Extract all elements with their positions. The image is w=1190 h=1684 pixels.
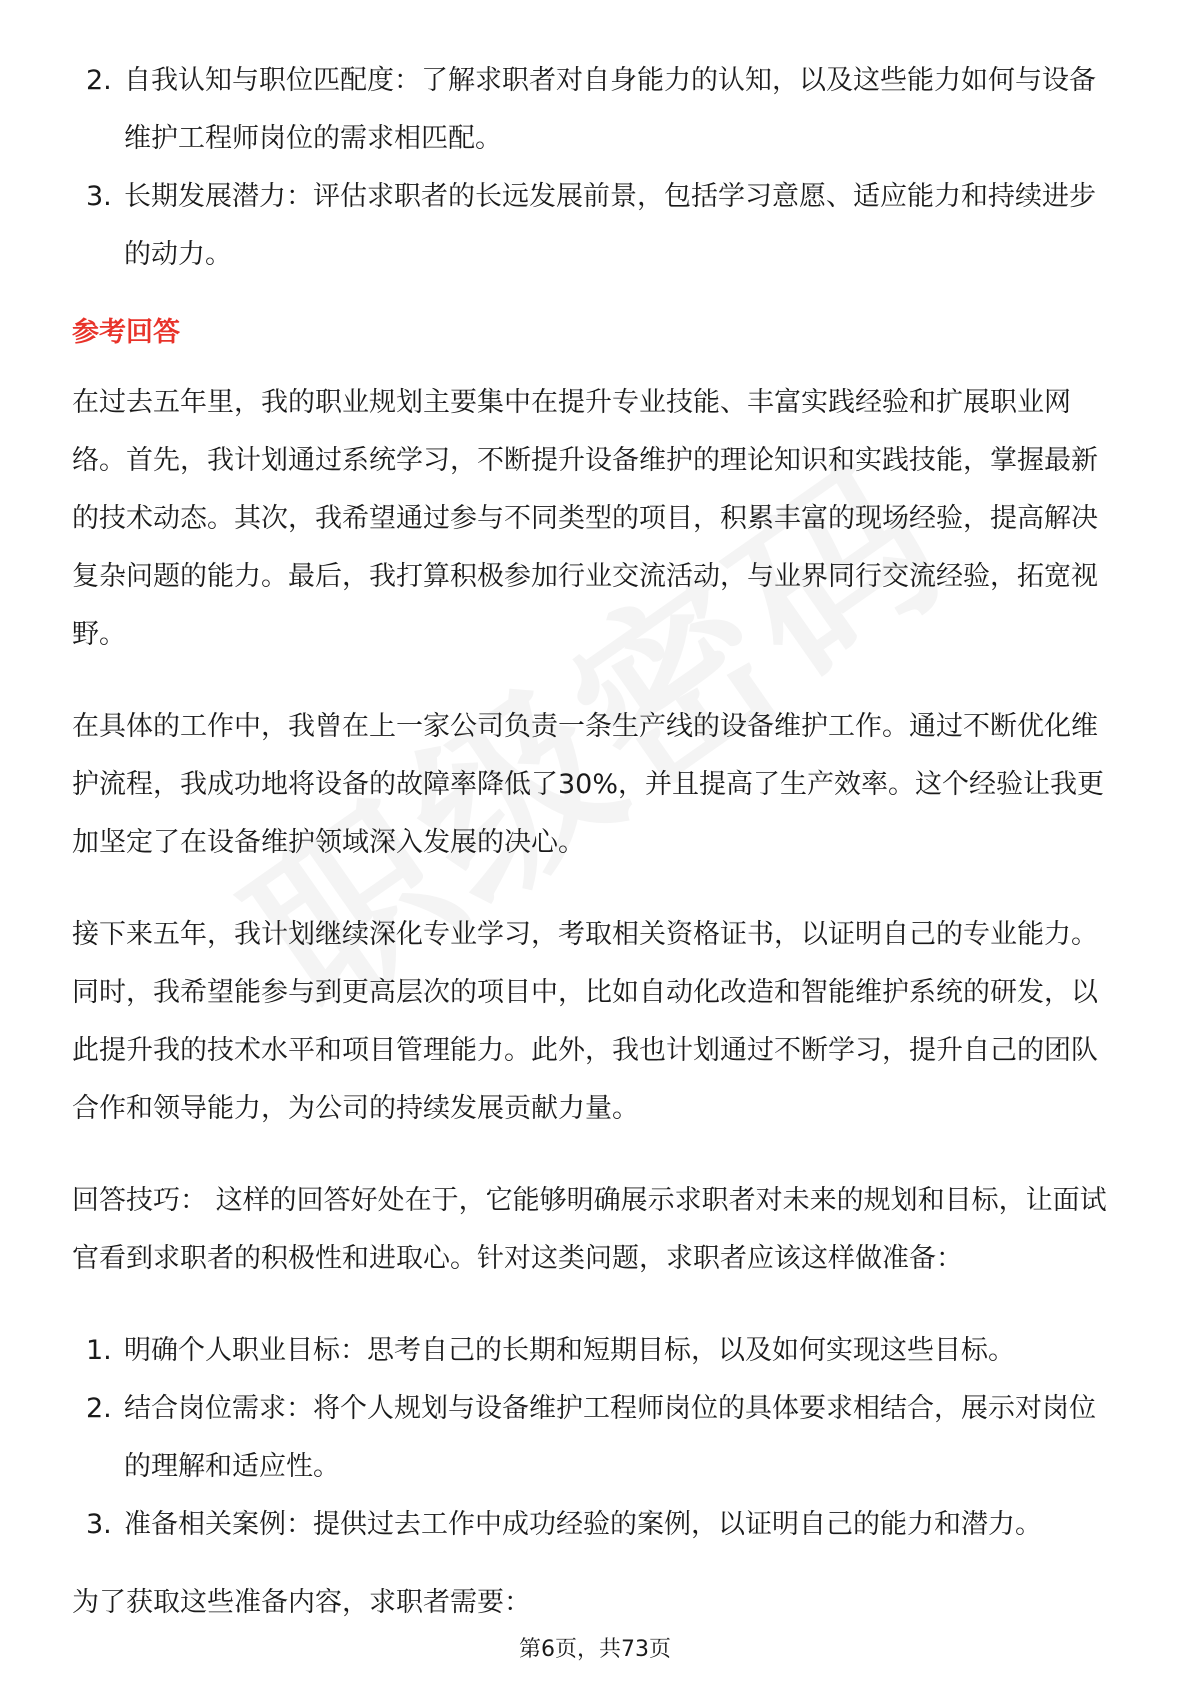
list-number: 2. <box>86 1393 112 1424</box>
section-heading: 参考回答 <box>72 317 180 348</box>
list-text: 明确个人职业目标：思考自己的长期和短期目标，以及如何实现这些目标。 <box>124 1335 1015 1366</box>
list-number: 3. <box>86 1509 112 1540</box>
answer-paragraph: 接下来五年，我计划继续深化专业学习，考取相关资格证书，以证明自己的专业能力。同时，我希望能参与到更高层次的项目中，比如自动化改造和智能维护系统的研发，以此提升我的技术水平和项目管理能力。此外，我也计划通过不断学习，提升自己的团队合作和领导能力，为公司的持续发展贡献力量。 <box>72 919 1098 1124</box>
list-item <box>72 52 1122 168</box>
list-text: 结合岗位需求：将个人规划与设备维护工程师岗位的具体要求相结合，展示对岗位的理解和适应性。 <box>124 1393 1096 1482</box>
answer-paragraph: 在具体的工作中，我曾在上一家公司负责一条生产线的设备维护工作。通过不断优化维护流程，我成功地将设备的故障率降低了30%，并且提高了生产效率。这个经验让我更加坚定了在设备维护领域深入发展的决心。 <box>72 711 1105 858</box>
closing-line: 为了获取这些准备内容，求职者需要： <box>72 1587 531 1618</box>
list-text: 长期发展潜力：评估求职者的长远发展前景，包括学习意愿、适应能力和持续进步的动力。 <box>124 181 1096 270</box>
list-item <box>72 1496 1122 1554</box>
document-body <box>72 52 1122 1632</box>
list-number: 1. <box>86 1335 112 1366</box>
list-item <box>72 1380 1122 1496</box>
list-item <box>72 1322 1122 1380</box>
list-text: 准备相关案例：提供过去工作中成功经验的案例，以证明自己的能力和潜力。 <box>124 1509 1042 1540</box>
answer-paragraph: 在过去五年里，我的职业规划主要集中在提升专业技能、丰富实践经验和扩展职业网络。首先，我计划通过系统学习，不断提升设备维护的理论知识和实践技能，掌握最新的技术动态。其次，我希望通过参与不同类型的项目，积累丰富的现场经验，提高解决复杂问题的能力。最后，我打算积极参加行业交流活动，与业界同行交流经验，拓宽视野。 <box>72 387 1098 650</box>
evaluation-points-list <box>72 52 1122 284</box>
page-number: 第6页，共73页 <box>519 1637 671 1662</box>
preparation-list <box>72 1322 1122 1554</box>
list-number: 3. <box>86 181 112 212</box>
list-number: 2. <box>86 65 112 96</box>
answer-tips-paragraph: 回答技巧： 这样的回答好处在于，它能够明确展示求职者对未来的规划和目标，让面试官看到求职者的积极性和进取心。针对这类问题，求职者应该这样做准备： <box>72 1185 1107 1274</box>
list-text: 自我认知与职位匹配度：了解求职者对自身能力的认知，以及这些能力如何与设备维护工程师岗位的需求相匹配。 <box>124 65 1096 154</box>
list-item <box>72 168 1122 284</box>
